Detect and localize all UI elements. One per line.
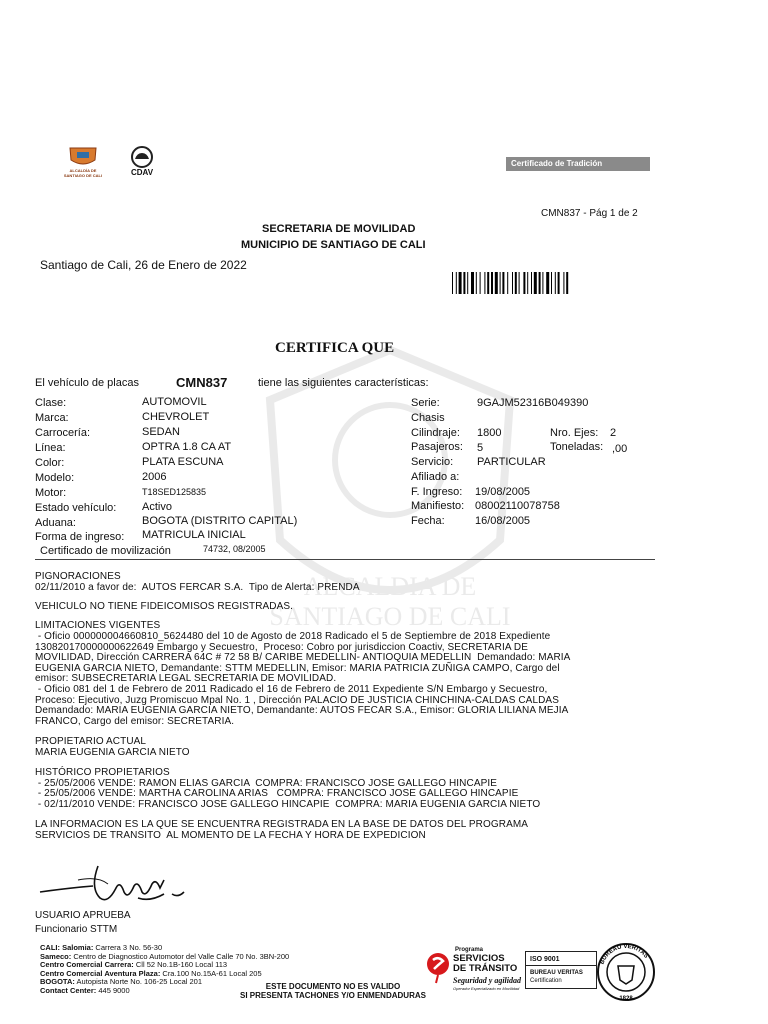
intro-suffix: tiene las siguientes características: <box>258 377 429 389</box>
bv-label: BUREAU VERITAS <box>530 970 583 976</box>
motor-value: T18SED125835 <box>142 487 207 497</box>
barcode-bar <box>546 272 549 294</box>
barcode-bar <box>476 272 477 294</box>
limitaciones-line: Demandado: MARIA EUGENIA GARCIA NIETO, Demandante: AUTOS FECAR S.A., Emisor: GLORIA LILIANA MEJIA <box>35 705 569 717</box>
certifica-heading: CERTIFICA QUE <box>275 340 395 356</box>
fideicomisos-text: VEHICULO NO TIENE FIDEICOMISOS REGISTRADAS. <box>35 601 294 612</box>
barcode-bar <box>507 272 508 294</box>
barcode-bar <box>527 272 528 294</box>
info-line: SERVICIOS DE TRANSITO AL MOMENTO DE LA FECHA Y HORA DE EXPEDICION <box>35 829 426 841</box>
limitaciones-line: Proceso: Ejecutivo, Juzg Promiscuo Mpal No. 1 , Dirección PALACIO DE JUSTICIA CHINCHINA-CALDAS CALDAS <box>35 694 559 706</box>
logo-alcaldia <box>58 146 108 186</box>
servicios-transito-title <box>453 954 517 974</box>
limitaciones-line: emisor: SUBSECRETARIA LEGAL SECRETARIA DE MOVILIDAD. <box>35 673 337 685</box>
barcode-bar <box>459 272 462 294</box>
red-swirl-icon <box>425 951 451 985</box>
barcode-bar <box>519 272 520 294</box>
validity-warning-line-1: ESTE DOCUMENTO NO ES VALIDO <box>265 982 401 991</box>
cilindraje-value: 1800 <box>477 427 502 439</box>
barcode-bar <box>491 272 493 294</box>
funcionario-sttm: Funcionario STTM <box>35 924 118 935</box>
footer-address-aventura: Centro Comercial Aventura Plaza: Cra.100 No.15A-61 Local 205 <box>40 968 262 978</box>
logo-cdav-text: CDAV <box>130 168 154 177</box>
marca-value: CHEVROLET <box>142 411 210 423</box>
footer-contact-center: Contact Center: 445 9000 <box>40 986 130 995</box>
servicios-line-2: DE TRÁNSITO <box>453 963 518 974</box>
info-line: LA INFORMACION ES LA QUE SE ENCUENTRA REGISTRADA EN LA BASE DE DATOS DEL PROGRAMA <box>35 819 529 830</box>
propietario-name: MARIA EUGENIA GARCIA NIETO <box>35 746 190 758</box>
historico-line: - 25/05/2006 VENDE: MARTHA CAROLINA ARIAS COMPRA: FRANCISCO JOSE GALLEGO HINCAPIE <box>35 788 519 800</box>
toneladas-value: ,00 <box>612 443 628 455</box>
barcode-bar <box>495 272 498 294</box>
fecha-label: Fecha: <box>411 515 445 527</box>
barcode-bar <box>467 272 468 294</box>
limitaciones-line: EUGENIA GARCIA NIETO, Demandante: STTM MEDELLIN, Emisor: MARIA PATRICIA ZUÑIGA CAMPO, Cargo del <box>35 662 560 674</box>
cilindraje-label: Cilindraje: <box>411 427 460 439</box>
ingreso-value: 19/08/2005 <box>475 486 531 498</box>
barcode-bar <box>542 272 543 294</box>
serie-value: 9GAJM52316B049390 <box>477 397 589 409</box>
logo-alcaldia-line-2: SANTIAGO DE CALI <box>63 173 103 178</box>
barcode-bar <box>534 272 537 294</box>
barcode-bar <box>555 272 556 294</box>
ejes-value: 2 <box>610 427 617 439</box>
limitaciones-line: - Oficio 081 del 1 de Febrero de 2011 Radicado el 16 de Febrero de 2011 Expediente S/N Embargo y Secuestro, <box>35 684 548 695</box>
footer-address-salomia: CALI: Salomia: Carrera 3 No. 56-30 <box>40 943 163 952</box>
validity-warning-line-2: SI PRESENTA TACHONES Y/O ENMENDADURAS <box>240 991 426 1000</box>
bv-year: 1828 <box>619 996 633 1002</box>
color-label: Color: <box>35 457 65 469</box>
bv-ring-text: BUREAU VERITAS <box>599 943 649 966</box>
carroceria-value: SEDAN <box>142 426 180 438</box>
footer-address-carrera: Centro Comercial Carrera: Cll 52 No.1B-160 Local 113 <box>40 960 228 970</box>
modelo-label: Modelo: <box>35 472 75 484</box>
watermark-line-2: SANTIAGO DE CALI <box>269 602 511 631</box>
toneladas-label: Toneladas: <box>550 441 604 453</box>
barcode-bar <box>566 272 568 294</box>
servicios-line-1: SERVICIOS <box>453 953 505 964</box>
barcode-bar <box>523 272 525 294</box>
operator-text: Operador Especializado en Movilidad <box>453 986 520 991</box>
serie-label: Serie: <box>411 397 440 409</box>
signature-scribble <box>38 858 188 906</box>
iso-box <box>525 951 597 989</box>
estado-value: Activo <box>142 501 172 513</box>
afiliado-label: Afiliado a: <box>411 471 460 483</box>
title-line-1: SECRETARIA DE MOVILIDAD <box>262 223 416 235</box>
forma-ingreso-label: Forma de ingreso: <box>35 531 125 543</box>
footer-address-bogota: BOGOTA: Autopista Norte No. 106-25 Local 201 <box>40 977 203 987</box>
historico-line: - 25/05/2006 VENDE: RAMON ELIAS GARCIA COMPRA: FRANCISCO JOSE GALLEGO HINCAPIE <box>35 777 498 789</box>
limitaciones-line: - Oficio 000000004660810_5624480 del 10 de Agosto de 2018 Radicado el 5 de Septiembre de 2018 Expediente <box>35 631 551 642</box>
aduana-value: BOGOTA (DISTRITO CAPITAL) <box>142 515 298 527</box>
historico-line: - 02/11/2010 VENDE: FRANCISCO JOSE GALLEGO HINCAPIE COMPRA: MARIA EUGENIA GARCIA NIETO <box>35 798 541 810</box>
logo-cdav <box>122 146 162 182</box>
alcaldia-shield-icon <box>68 146 98 168</box>
place-date: Santiago de Cali, 26 de Enero de 2022 <box>40 258 247 272</box>
limitaciones-title: LIMITACIONES VIGENTES <box>35 620 161 631</box>
manifiesto-value: 08002110078758 <box>475 500 560 512</box>
barcode-bar <box>500 272 501 294</box>
programa-label: Programa <box>455 947 484 953</box>
estado-label: Estado vehículo: <box>35 502 117 514</box>
servicio-label: Servicio: <box>411 456 454 468</box>
barcode-bar <box>484 272 485 294</box>
historico-title: HISTÓRICO PROPIETARIOS <box>35 767 170 778</box>
barcode-bar <box>471 272 474 294</box>
propietario-title: PROPIETARIO ACTUAL <box>35 736 147 747</box>
fecha-value: 16/08/2005 <box>475 515 531 527</box>
barcode-bar <box>539 272 541 294</box>
barcode-bar <box>487 272 489 294</box>
aduana-label: Aduana: <box>35 517 76 529</box>
plate-number: CMN837 <box>176 375 228 390</box>
clase-value: AUTOMOVIL <box>142 396 207 408</box>
pasajeros-label: Pasajeros: <box>411 441 463 453</box>
ingreso-label: F. Ingreso: <box>411 486 463 498</box>
limitaciones-line: MOVILIDAD, Dirección CARRERA 64C # 72 58 B/ CARIBE MEDELLIN- ANTIOQUIA MEDELLIN Demandado: MARIA <box>35 652 571 664</box>
pignoraciones-line: 02/11/2010 a favor de: AUTOS FERCAR S.A. Tipo de Alerta: PRENDA <box>35 582 360 593</box>
clase-label: Clase: <box>35 397 67 409</box>
bureau-veritas-seal <box>596 938 656 1006</box>
title-line-2: MUNICIPIO DE SANTIAGO DE CALI <box>241 239 426 251</box>
logo-alcaldia-line-1: ALCALDÍA DE <box>69 168 97 173</box>
barcode-bar <box>502 272 504 294</box>
footer-address-sameco: Sameco: Centro de Diagnostico Automotor del Valle Calle 70 No. 3BN-200 <box>40 951 290 961</box>
watermark-line-1: ALCALDIA DE <box>303 572 477 601</box>
carroceria-label: Carrocería: <box>35 427 91 439</box>
iso-label: ISO 9001 <box>530 956 560 963</box>
limitaciones-line: FRANCO, Cargo del emisor: SECRETARIA. <box>35 715 235 727</box>
iso-divider <box>526 965 596 966</box>
usuario-aprueba: USUARIO APRUEBA <box>35 910 131 921</box>
barcode-bar <box>531 272 532 294</box>
chasis-label: Chasis <box>411 412 445 424</box>
document-tag: Certificado de Tradición <box>506 157 650 171</box>
linea-value: OPTRA 1.8 CA AT <box>142 441 232 453</box>
page-info: CMN837 - Pág 1 de 2 <box>541 208 638 219</box>
barcode-bar <box>558 272 560 294</box>
barcode-bar <box>480 272 481 294</box>
linea-label: Línea: <box>35 442 66 454</box>
pasajeros-value: 5 <box>477 442 484 454</box>
bv-certification: Certification <box>530 978 562 984</box>
barcode-bar <box>563 272 564 294</box>
slogan: Seguridad y agilidad <box>453 976 522 985</box>
barcode <box>452 272 650 294</box>
certificado-value: 74732, 08/2005 <box>203 544 266 554</box>
logo-servicios-transito <box>425 947 522 997</box>
pignoraciones-title: PIGNORACIONES <box>35 571 121 582</box>
servicio-value: PARTICULAR <box>477 456 546 468</box>
intro-prefix: El vehículo de placas <box>35 377 139 389</box>
barcode-bar <box>463 272 465 294</box>
marca-label: Marca: <box>35 412 69 424</box>
validity-warning <box>240 982 426 1000</box>
motor-label: Motor: <box>35 487 67 499</box>
forma-ingreso-value: MATRICULA INICIAL <box>142 529 246 541</box>
color-value: PLATA ESCUNA <box>142 456 224 468</box>
barcode-bar <box>551 272 552 294</box>
ejes-label: Nro. Ejes: <box>550 427 599 439</box>
car-badge-icon <box>129 146 155 168</box>
limitaciones-line: 130820170000000622649 Embargo y Secuestro, Proceso: Cobro por jurisdiccion Coactiv, SECRETARIA DE <box>35 641 529 653</box>
modelo-value: 2006 <box>142 471 167 483</box>
barcode-bar <box>515 272 517 294</box>
manifiesto-label: Manifiesto: <box>411 500 465 512</box>
barcode-bar <box>452 272 453 294</box>
section-divider <box>35 559 655 560</box>
certificado-label: Certificado de movilización <box>40 545 171 557</box>
barcode-bar <box>512 272 513 294</box>
barcode-bar <box>456 272 457 294</box>
